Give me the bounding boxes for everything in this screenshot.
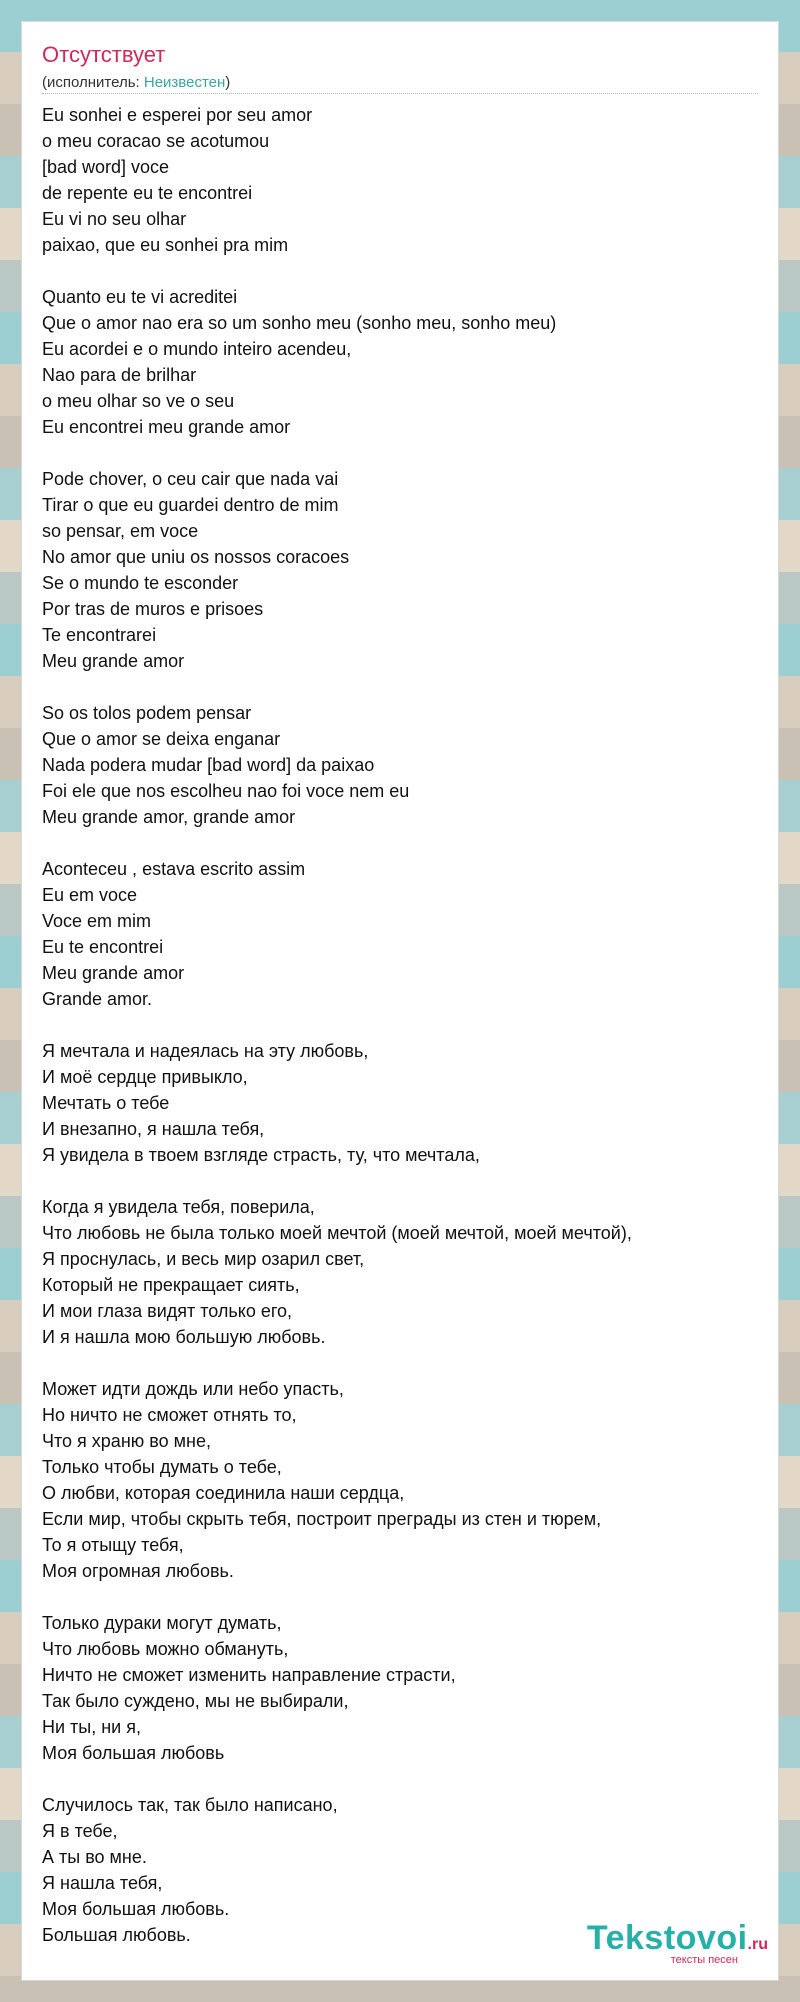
lyric-line: Моя огромная любовь.	[42, 1561, 234, 1581]
lyric-line: Se o mundo te esconder	[42, 573, 239, 593]
lyric-line: Что любовь можно обмануть,	[42, 1639, 289, 1659]
lyric-line: Eu encontrei meu grande amor	[42, 417, 291, 437]
lyric-line: Grande amor.	[42, 989, 153, 1009]
lyric-line: Meu grande amor	[42, 651, 185, 671]
lyric-line: Eu em voce	[42, 885, 138, 905]
lyric-line: so pensar, em voce	[42, 521, 199, 541]
lyric-line: So os tolos podem pensar	[42, 703, 252, 723]
lyric-line: Que o amor se deixa enganar	[42, 729, 281, 749]
artist-prefix: (исполнитель:	[42, 74, 144, 91]
lyric-line: Quanto eu te vi acreditei	[42, 287, 238, 307]
artist-line	[42, 74, 230, 91]
lyric-line: И я нашла мою большую любовь.	[42, 1327, 326, 1347]
lyric-line: И внезапно, я нашла тебя,	[42, 1119, 265, 1139]
lyric-line: Я в тебе,	[42, 1821, 118, 1841]
lyrics-text	[42, 102, 758, 1948]
lyric-line: Ни ты, ни я,	[42, 1717, 141, 1737]
lyrics-card	[22, 22, 778, 1980]
lyric-line: Мечтать о тебе	[42, 1093, 170, 1113]
artist-link[interactable]: Неизвестен	[143, 74, 226, 91]
stanza-gap	[42, 674, 758, 700]
lyric-line: И моё сердце привыкло,	[42, 1067, 248, 1087]
lyric-line: Eu te encontrei	[42, 937, 164, 957]
lyric-line: Eu vi no seu olhar	[42, 209, 187, 229]
lyric-line: Когда я увидела тебя, поверила,	[42, 1197, 315, 1217]
logo-name: Tekstovoi	[586, 1919, 748, 1957]
lyric-line: [bad word] voce	[42, 157, 170, 177]
lyric-line: Aconteceu , estava escrito assim	[42, 859, 306, 879]
lyric-line: o meu olhar so ve o seu	[42, 391, 235, 411]
site-logo[interactable]	[587, 1919, 768, 1966]
lyric-line: Я увидела в твоем взгляде страсть, ту, что мечтала,	[42, 1145, 480, 1165]
lyric-line: Pode chover, o ceu cair que nada vai	[42, 469, 339, 489]
lyric-line: Но ничто не сможет отнять то,	[42, 1405, 297, 1425]
song-title: Отсутствует	[42, 42, 166, 67]
lyric-line: Я нашла тебя,	[42, 1873, 163, 1893]
stanza-gap	[42, 1584, 758, 1610]
lyric-line: Te encontrarei	[42, 625, 157, 645]
lyric-line: Eu sonhei e esperei por seu amor	[42, 105, 313, 125]
lyric-line: Nao para de brilhar	[42, 365, 197, 385]
lyric-line: И мои глаза видят только его,	[42, 1301, 293, 1321]
stanza-gap	[42, 440, 758, 466]
lyric-line: Eu acordei e o mundo inteiro acendeu,	[42, 339, 352, 359]
lyric-line: Большая любовь.	[42, 1925, 191, 1945]
lyric-line: paixao, que eu sonhei pra mim	[42, 235, 289, 255]
stanza-gap	[42, 830, 758, 856]
lyric-line: Который не прекращает сиять,	[42, 1275, 300, 1295]
lyric-line: Я проснулась, и весь мир озарил свет,	[42, 1249, 365, 1269]
lyric-line: No amor que uniu os nossos coracoes	[42, 547, 350, 567]
lyric-line: Tirar o que eu guardei dentro de mim	[42, 495, 339, 515]
lyric-line: Моя большая любовь	[42, 1743, 225, 1763]
lyric-line: Может идти дождь или небо упасть,	[42, 1379, 344, 1399]
lyric-line: de repente eu te encontrei	[42, 183, 253, 203]
lyric-line: Если мир, чтобы скрыть тебя, построит преграды из стен и тюрем,	[42, 1509, 602, 1529]
artist-suffix: )	[225, 74, 231, 91]
stanza-gap	[42, 1012, 758, 1038]
lyric-line: Nada podera mudar [bad word] da paixao	[42, 755, 375, 775]
lyric-line: Foi ele que nos escolheu nao foi voce nem eu	[42, 781, 410, 801]
logo-tagline: тексты песен	[670, 1954, 738, 1966]
stanza-gap	[42, 1766, 758, 1792]
lyric-line: Voce em mim	[42, 911, 152, 931]
lyric-line: А ты во мне.	[42, 1847, 147, 1867]
lyric-line: Meu grande amor, grande amor	[42, 807, 296, 827]
lyric-line: Только чтобы думать о тебе,	[42, 1457, 282, 1477]
lyric-line: Так было суждено, мы не выбирали,	[42, 1691, 349, 1711]
lyric-line: Моя большая любовь.	[42, 1899, 230, 1919]
lyric-line: Que o amor nao era so um sonho meu (sonho meu, sonho meu)	[42, 313, 557, 333]
stanza-gap	[42, 258, 758, 284]
lyric-line: Только дураки могут думать,	[42, 1613, 282, 1633]
lyric-line: Я мечтала и надеялась на эту любовь,	[42, 1041, 369, 1061]
lyric-line: Ничто не сможет изменить направление страсти,	[42, 1665, 456, 1685]
lyric-line: Что любовь не была только моей мечтой (моей мечтой, моей мечтой),	[42, 1223, 632, 1243]
lyric-line: Случилось так, так было написано,	[42, 1795, 338, 1815]
lyric-line: О любви, которая соединила наши сердца,	[42, 1483, 405, 1503]
lyric-line: o meu coracao se acotumou	[42, 131, 270, 151]
logo-domain: .ru	[747, 1936, 768, 1953]
lyric-line: То я отыщу тебя,	[42, 1535, 184, 1555]
lyric-line: Что я храню во мне,	[42, 1431, 211, 1451]
lyric-line: Por tras de muros e prisoes	[42, 599, 264, 619]
title-divider	[42, 93, 758, 94]
stanza-gap	[42, 1168, 758, 1194]
lyric-line: Meu grande amor	[42, 963, 185, 983]
stanza-gap	[42, 1350, 758, 1376]
